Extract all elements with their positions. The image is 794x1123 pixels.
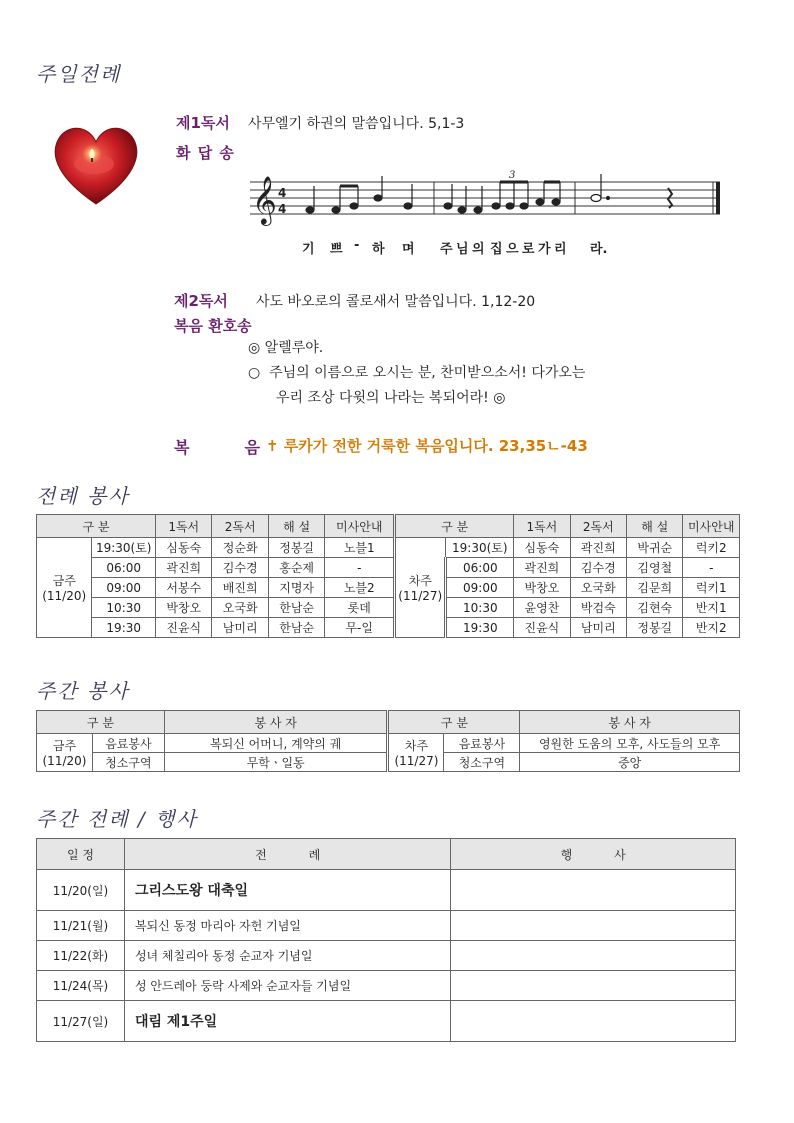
next-week-date: (11/27)	[398, 589, 443, 603]
table-row	[37, 941, 736, 971]
lyric-syllable: 으	[506, 242, 519, 257]
duty-type: 청소구역	[444, 753, 520, 772]
header-division: 구 분	[37, 711, 165, 734]
next-week-label: 차주	[404, 739, 429, 753]
svg-text:4: 4	[278, 202, 287, 216]
mass-guide: 노블2	[325, 578, 395, 598]
acclamation-line-1: ◎ 알렐루야.	[248, 340, 324, 356]
header-volunteers: 봉 사 자	[164, 711, 388, 734]
commentator: 김현숙	[627, 598, 683, 618]
gospel-label: 복 음	[174, 438, 262, 457]
mass-time: 19:30(토)	[92, 538, 156, 558]
schedule-header-row	[37, 839, 736, 870]
reader-2: 곽진희	[570, 538, 626, 558]
schedule-liturgy: 그리스도왕 대축일	[124, 870, 450, 911]
header-reading-1: 1독서	[156, 515, 212, 538]
music-staff	[250, 168, 725, 232]
reader-1: 진윤식	[156, 618, 212, 638]
mass-guide: 럭키2	[683, 538, 740, 558]
reader-1: 서봉수	[156, 578, 212, 598]
reader-1: 심동숙	[156, 538, 212, 558]
reader-2: 정순화	[212, 538, 268, 558]
schedule-date: 11/21(월)	[37, 911, 125, 941]
header-commentary: 해 설	[268, 515, 324, 538]
mass-guide: 럭키1	[683, 578, 740, 598]
mass-time: 10:30	[446, 598, 514, 618]
schedule-event	[451, 971, 736, 1001]
service-section-title: 전례 봉사	[36, 484, 130, 508]
reader-2: 박검숙	[570, 598, 626, 618]
reader-1: 심동숙	[514, 538, 570, 558]
commentator: 김영철	[627, 558, 683, 578]
this-week-date: (11/20)	[42, 589, 87, 603]
lyric-syllable: 기	[302, 242, 315, 257]
table-row	[37, 870, 736, 911]
mass-guide: 롯데	[325, 598, 395, 618]
duty-type: 청소구역	[92, 753, 164, 772]
schedule-event	[451, 870, 736, 911]
table-row	[37, 558, 740, 578]
lyric-syllable: -	[354, 238, 360, 253]
mass-guide: -	[683, 558, 740, 578]
this-week-cell	[37, 538, 92, 638]
next-week-label: 차주	[408, 574, 432, 588]
duty-group: 영원한 도움의 모후, 사도들의 모후	[520, 734, 740, 753]
header-division: 구 분	[395, 515, 514, 538]
table-row	[37, 971, 736, 1001]
acclamation-line-3: 우리 조상 다윗의 나라는 복되어라! ◎	[276, 390, 506, 406]
table-row	[37, 1001, 736, 1042]
header-event: 행 사	[451, 839, 736, 870]
reader-2: 오국화	[212, 598, 268, 618]
commentator: 박귀순	[627, 538, 683, 558]
header-mass-guide: 미사안내	[683, 515, 740, 538]
commentator: 홍순제	[268, 558, 324, 578]
table-row	[37, 911, 736, 941]
this-week-label: 금주	[52, 574, 76, 588]
service-table-wrapper	[36, 514, 740, 638]
schedule-event	[451, 911, 736, 941]
acclamation-label: 복음 환호송	[174, 317, 252, 335]
schedule-date: 11/24(목)	[37, 971, 125, 1001]
mass-time: 19:30	[92, 618, 156, 638]
lyric-syllable: 의	[472, 242, 485, 257]
mass-time: 10:30	[92, 598, 156, 618]
schedule-liturgy: 성녀 체칠리아 동정 순교자 기념일	[124, 941, 450, 971]
first-reading-text: 사무엘기 하권의 말씀입니다. 5,1-3	[248, 116, 465, 132]
weekly-header-row	[37, 711, 740, 734]
reader-2: 배진희	[212, 578, 268, 598]
commentator: 한남순	[268, 598, 324, 618]
schedule-date: 11/27(일)	[37, 1001, 125, 1042]
schedule-section-title: 주간 전례 / 행사	[36, 807, 198, 831]
mass-time: 09:00	[92, 578, 156, 598]
header-division: 구 분	[388, 711, 520, 734]
lyric-syllable: 로	[522, 242, 535, 257]
reader-2: 남미리	[212, 618, 268, 638]
commentator: 지명자	[268, 578, 324, 598]
next-week-cell	[395, 538, 446, 638]
schedule-date: 11/20(일)	[37, 870, 125, 911]
schedule-event	[451, 1001, 736, 1042]
header-reading-2: 2독서	[570, 515, 626, 538]
table-row	[37, 538, 740, 558]
triplet-mark: 3	[509, 170, 516, 181]
this-week-date: (11/20)	[42, 754, 87, 768]
lyric-syllable: 님	[456, 242, 469, 257]
reader-2: 오국화	[570, 578, 626, 598]
schedule-event	[451, 941, 736, 971]
commentator: 김문희	[627, 578, 683, 598]
lyric-syllable: 집	[490, 242, 503, 257]
lyric-syllable: 쁘	[330, 242, 343, 257]
mass-guide: 반지1	[683, 598, 740, 618]
this-week-label: 금주	[52, 739, 77, 753]
reader-1: 곽진희	[514, 558, 570, 578]
mass-guide: 반지2	[683, 618, 740, 638]
schedule-liturgy: 복되신 동정 마리아 자헌 기념일	[124, 911, 450, 941]
next-week-date: (11/27)	[394, 754, 439, 768]
weekly-table	[36, 710, 740, 772]
lyric-syllable: 가	[538, 242, 551, 257]
header-reading-2: 2독서	[212, 515, 268, 538]
service-table	[36, 514, 740, 638]
lyric-syllable: 라.	[590, 242, 608, 257]
mass-time: 09:00	[446, 578, 514, 598]
lyric-syllable: 하	[372, 242, 385, 257]
reader-1: 곽진희	[156, 558, 212, 578]
psalm-label: 화 답 송	[176, 144, 235, 162]
mass-guide: 무-일	[325, 618, 395, 638]
mass-guide: -	[325, 558, 395, 578]
lyric-syllable: 며	[402, 242, 415, 257]
header-date: 일 정	[37, 839, 125, 870]
liturgy-section-title: 주일전례	[36, 62, 122, 86]
reader-2: 김수경	[212, 558, 268, 578]
mass-time: 06:00	[446, 558, 514, 578]
service-header-row	[37, 515, 740, 538]
this-week-cell	[37, 734, 93, 772]
commentator: 한남순	[268, 618, 324, 638]
schedule-liturgy: 성 안드레아 둥락 사제와 순교자들 기념일	[124, 971, 450, 1001]
header-volunteers: 봉 사 자	[520, 711, 740, 734]
weekly-section-title: 주간 봉사	[36, 679, 130, 703]
reader-1: 박창오	[514, 578, 570, 598]
duty-type: 음료봉사	[92, 734, 164, 753]
table-row	[37, 598, 740, 618]
next-week-cell	[388, 734, 444, 772]
header-mass-guide: 미사안내	[325, 515, 395, 538]
first-reading-label: 제1독서	[176, 114, 230, 132]
mass-time: 19:30(토)	[446, 538, 514, 558]
lyric-syllable: 주	[440, 242, 453, 257]
duty-group: 중앙	[520, 753, 740, 772]
schedule-table	[36, 838, 736, 1042]
schedule-date: 11/22(화)	[37, 941, 125, 971]
reader-2: 남미리	[570, 618, 626, 638]
schedule-liturgy: 대림 제1주일	[124, 1001, 450, 1042]
duty-group: 무학ㆍ일동	[164, 753, 388, 772]
psalm-lyrics	[250, 238, 725, 258]
commentator: 정봉길	[627, 618, 683, 638]
acclamation-line-2: ○ 주님의 이름으로 오시는 분, 찬미받으소서! 다가오는	[248, 365, 586, 381]
lyric-syllable: 리	[554, 242, 567, 257]
weekly-table-wrapper	[36, 710, 740, 772]
table-row	[37, 578, 740, 598]
header-commentary: 해 설	[627, 515, 683, 538]
mass-time: 06:00	[92, 558, 156, 578]
commentator: 정봉길	[268, 538, 324, 558]
duty-type: 음료봉사	[444, 734, 520, 753]
header-division: 구 분	[37, 515, 156, 538]
header-reading-1: 1독서	[514, 515, 570, 538]
reader-1: 박창오	[156, 598, 212, 618]
reader-2: 김수경	[570, 558, 626, 578]
svg-text:𝄞: 𝄞	[252, 175, 277, 224]
mass-time: 19:30	[446, 618, 514, 638]
second-reading-text: 사도 바오로의 콜로새서 말씀입니다. 1,12-20	[256, 294, 536, 310]
reader-1: 윤영찬	[514, 598, 570, 618]
header-liturgy: 전 례	[124, 839, 450, 870]
table-row	[37, 618, 740, 638]
heart-candle-image	[48, 118, 144, 208]
second-reading-label: 제2독서	[174, 292, 228, 310]
table-row	[37, 734, 740, 753]
gospel-text: ✝ 루카가 전한 거룩한 복음입니다. 23,35ㄴ-43	[266, 437, 588, 455]
reader-1: 진윤식	[514, 618, 570, 638]
schedule-table-wrapper	[36, 838, 736, 1042]
mass-guide: 노블1	[325, 538, 395, 558]
svg-text:4: 4	[278, 186, 287, 200]
duty-group: 복되신 어머니, 계약의 궤	[164, 734, 388, 753]
